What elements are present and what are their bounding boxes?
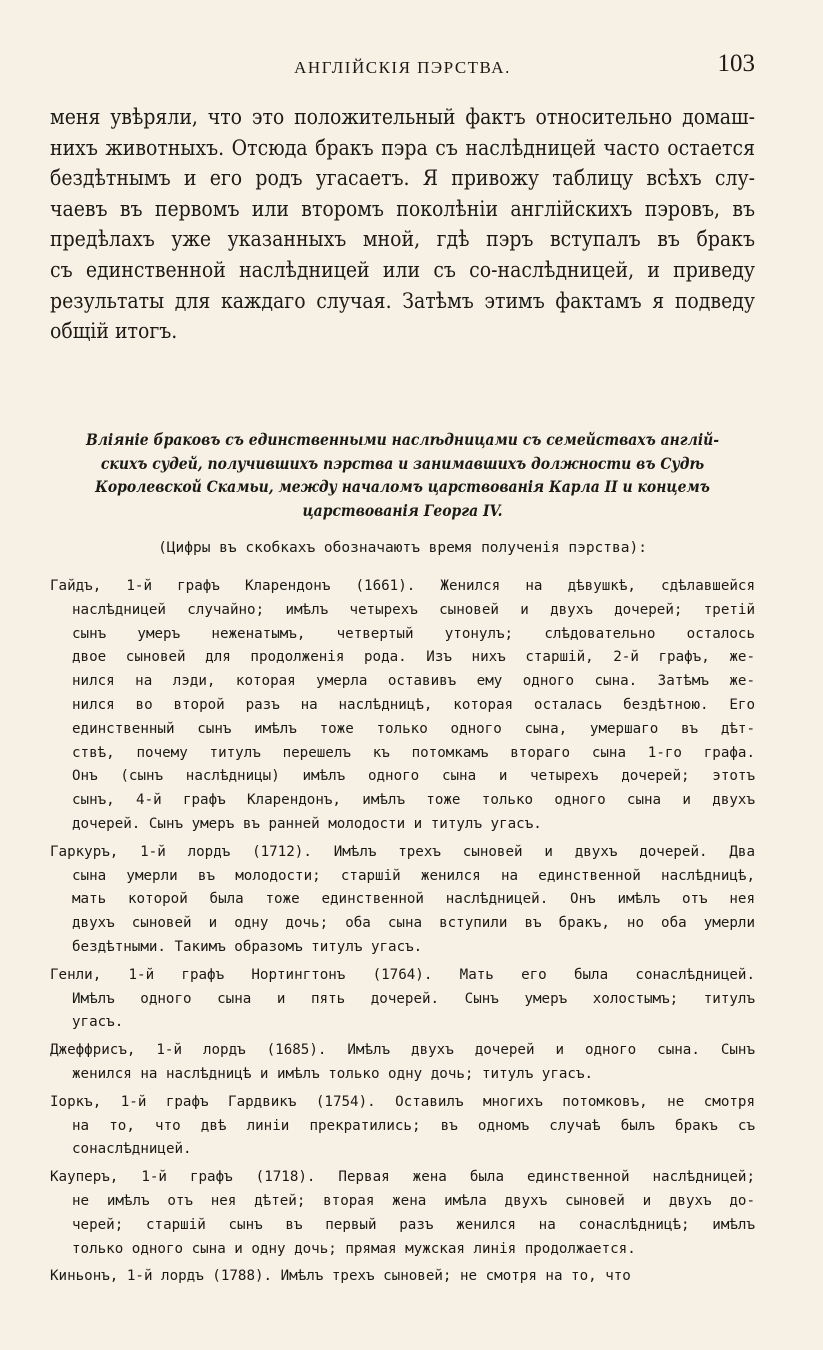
entry-line: бездѣтными. Такимъ образомъ титулъ угасъ. (72, 938, 423, 955)
intro-line: общій итогъ. (50, 319, 178, 344)
entries-list (50, 575, 755, 1293)
page-header (50, 50, 755, 84)
entry-line: мать которой была тоже единственной наслѣдницей. Онъ имѣлъ отъ нея (72, 891, 755, 908)
entry-line: женился на наслѣдницѣ и имѣлъ только одну дочь; титулъ угасъ. (72, 1065, 594, 1082)
entry (50, 841, 755, 960)
intro-line: предѣлахъ уже указанныхъ мной, гдѣ пэръ вступалъ въ бракъ (50, 227, 755, 252)
intro-line: результаты для каждаго случая. Затѣмъ этимъ фактамъ я подведу (50, 288, 755, 313)
entry-line: Онъ (сынъ наслѣдницы) имѣлъ одного сына и четырехъ дочерей; этотъ (72, 768, 755, 785)
table-caption (50, 428, 755, 522)
entry-line: двое сыновей для продолженія рода. Изъ нихъ старшій, 2-й графъ, же- (72, 649, 755, 666)
entry-line: сынъ умеръ неженатымъ, четвертый утонулъ; слѣдовательно осталось (72, 625, 755, 642)
entry-line: дочерей. Сынъ умеръ въ ранней молодости и титулъ угасъ. (72, 815, 542, 832)
entry-line: Генли, 1-й графъ Нортингтонъ (1764). Мать его была сонаслѣдницей. (50, 966, 755, 983)
entry-line: на то, что двѣ линіи прекратились; въ одномъ случаѣ былъ бракъ съ (72, 1117, 755, 1134)
entry-line: только одного сына и одну дочь; прямая мужская линія продолжается. (72, 1240, 636, 1257)
entry-line: Киньонъ, 1-й лордъ (1788). Имѣлъ трехъ сыновей; не смотря на то, что (50, 1268, 631, 1285)
caption-line: царствованія Георга IV. (302, 500, 503, 520)
entry-line: не имѣлъ отъ нея дѣтей; вторая жена имѣла двухъ сыновей и двухъ до- (72, 1192, 755, 1209)
entry (50, 1091, 755, 1162)
entry-line: единственный сынъ имѣлъ тоже только одного сына, умершаго въ дѣт- (72, 720, 755, 737)
intro-line: бездѣтнымъ и его родъ угасаетъ. Я привожу таблицу всѣхъ слу- (50, 166, 755, 191)
intro-paragraph (50, 102, 755, 347)
entry-line: нился на лэди, которая умерла оставивъ ему одного сына. Затѣмъ же- (72, 673, 755, 690)
entry-line: наслѣдницей случайно; имѣлъ четырехъ сыновей и двухъ дочерей; третій (72, 601, 755, 618)
page-number: 103 (717, 50, 755, 77)
entry-line: Гаркуръ, 1-й лордъ (1712). Имѣлъ трехъ сыновей и двухъ дочерей. Два (50, 843, 755, 860)
entry (50, 964, 755, 1035)
entry-line: ствѣ, почему титулъ перешелъ къ потомкамъ втораго сына 1-го графа. (72, 744, 755, 761)
caption-line: Королевской Скамьи, между началомъ царствованія Карла II и концемъ (95, 477, 710, 496)
caption-line: скихъ судей, получившихъ пэрства и занимавшихъ должности въ Судѣ (100, 453, 705, 473)
caption-line: Вліяніе браковъ съ единственными наслѣдницами съ семействахъ англій- (85, 430, 720, 449)
entry-line: угасъ. (72, 1014, 124, 1031)
entry-line: двухъ сыновей и одну дочь; оба сына вступили въ бракъ, но оба умерли (72, 915, 755, 932)
entry (50, 575, 755, 837)
intro-line: чаевъ въ первомъ или второмъ поколѣніи англійскихъ пэровъ, въ (50, 196, 755, 221)
entry (50, 1166, 755, 1261)
entry-line: сынъ, 4-й графъ Кларендонъ, имѣлъ тоже только одного сына и двухъ (72, 792, 755, 809)
intro-line: меня увѣряли, что это положительный фактъ относительно домаш- (50, 105, 755, 129)
intro-line: нихъ животныхъ. Отсюда бракъ пэра съ наслѣдницей часто остается (50, 135, 755, 160)
entry-line: Гайдъ, 1-й графъ Кларендонъ (1661). Женился на дѣвушкѣ, сдѣлавшейся (50, 578, 755, 594)
caption-note: (Цифры въ скобкахъ обозначаютъ время полученія пэрства): (158, 540, 647, 556)
entry-line: Іоркъ, 1-й графъ Гардвикъ (1754). Оставилъ многихъ потомковъ, не смотря (50, 1093, 755, 1110)
entry (50, 1039, 755, 1087)
entry-line: нился во второй разъ на наслѣдницѣ, которая осталась бездѣтною. Его (72, 696, 755, 713)
entry-line: Джеффрисъ, 1-й лордъ (1685). Имѣлъ двухъ дочерей и одного сына. Сынъ (50, 1042, 755, 1059)
entry-line: Имѣлъ одного сына и пять дочерей. Сынъ умеръ холостымъ; титулъ (72, 990, 755, 1007)
intro-line: съ единственной наслѣдницей или съ со-наслѣдницей, и приведу (50, 257, 755, 282)
entry (50, 1265, 755, 1289)
entry-line: сонаслѣдницей. (72, 1141, 192, 1158)
entry-line: черей; старшій сынъ въ первый разъ женился на сонаслѣдницѣ; имѣлъ (72, 1216, 755, 1233)
entry-line: сына умерли въ молодости; старшій женился на единственной наслѣдницѣ, (72, 867, 755, 884)
entry-line: Кауперъ, 1-й графъ (1718). Первая жена была единственной наслѣдницей; (50, 1169, 755, 1186)
running-title: АНГЛІЙСКІЯ ПЭРСТВА. (294, 58, 511, 77)
